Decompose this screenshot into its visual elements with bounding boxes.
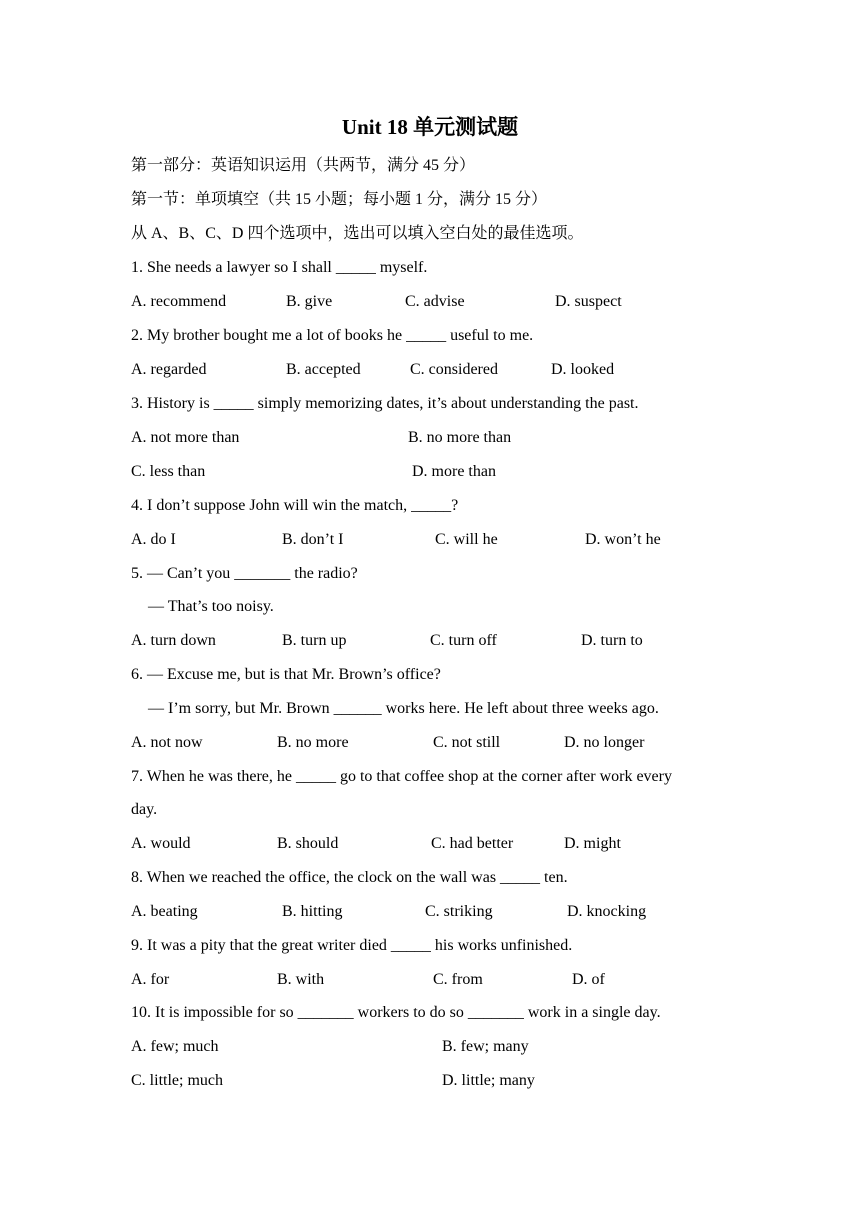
question-5-reply: — That’s too noisy. (148, 598, 274, 615)
question-2-option-c: C. considered (410, 361, 498, 378)
section-heading: 第一节：单项填空（共 15 小题；每小题 1 分，满分 15 分） (131, 191, 548, 208)
question-4-option-c: C. will he (435, 531, 498, 548)
question-6-option-d: D. no longer (564, 734, 645, 751)
question-6-reply: — I’m sorry, but Mr. Brown ______ works here. He left about three weeks ago. (148, 700, 659, 717)
question-8-option-c: C. striking (425, 903, 493, 920)
question-9-option-b: B. with (277, 971, 325, 988)
question-5-option-c: C. turn off (430, 632, 497, 649)
part-heading: 第一部分：英语知识运用（共两节，满分 45 分） (131, 157, 476, 174)
question-10-option-a: A. few; much (131, 1038, 219, 1055)
question-1-option-d: D. suspect (555, 293, 622, 310)
question-4-option-d: D. won’t he (585, 531, 661, 548)
question-8-text: 8. When we reached the office, the clock on the wall was _____ ten. (131, 869, 568, 886)
question-5-option-a: A. turn down (131, 632, 216, 649)
question-1-option-c: C. advise (405, 293, 465, 310)
question-10-option-b: B. few; many (442, 1038, 529, 1055)
question-3-option-c: C. less than (131, 463, 206, 480)
question-7-text-continued: day. (131, 801, 158, 818)
question-8-option-b: B. hitting (282, 903, 343, 920)
question-10-text: 10. It is impossible for so _______ workers to do so _______ work in a single day. (131, 1004, 661, 1021)
question-7-text: 7. When he was there, he _____ go to that coffee shop at the corner after work every (131, 768, 672, 785)
question-7-option-a: A. would (131, 835, 191, 852)
question-5-option-b: B. turn up (282, 632, 347, 649)
question-7-option-b: B. should (277, 835, 339, 852)
question-6-text: 6. — Excuse me, but is that Mr. Brown’s office? (131, 666, 441, 683)
question-2-option-b: B. accepted (286, 361, 361, 378)
question-3-option-a: A. not more than (131, 429, 240, 446)
question-9-option-d: D. of (572, 971, 605, 988)
question-8-option-a: A. beating (131, 903, 198, 920)
question-7-option-d: D. might (564, 835, 621, 852)
question-5-option-d: D. turn to (581, 632, 643, 649)
question-9-option-a: A. for (131, 971, 170, 988)
question-10-option-c: C. little; much (131, 1072, 223, 1089)
question-6-option-c: C. not still (433, 734, 501, 751)
question-1-text: 1. She needs a lawyer so I shall _____ myself. (131, 259, 428, 276)
question-4-text: 4. I don’t suppose John will win the match, _____? (131, 497, 459, 514)
question-3-option-b: B. no more than (408, 429, 512, 446)
question-10-option-d: D. little; many (442, 1072, 535, 1089)
question-4-option-a: A. do I (131, 531, 176, 548)
instruction-text: 从 A、B、C、D 四个选项中，选出可以填入空白处的最佳选项。 (131, 225, 584, 242)
question-8-option-d: D. knocking (567, 903, 647, 920)
question-2-option-a: A. regarded (131, 361, 207, 378)
question-7-option-c: C. had better (431, 835, 514, 852)
question-3-option-d: D. more than (412, 463, 496, 480)
question-4-option-b: B. don’t I (282, 531, 344, 548)
question-3-text: 3. History is _____ simply memorizing dates, it’s about understanding the past. (131, 395, 639, 412)
question-6-option-b: B. no more (277, 734, 349, 751)
page-title: Unit 18 单元测试题 (341, 115, 519, 139)
question-1-option-a: A. recommend (131, 293, 227, 310)
question-5-text: 5. — Can’t you _______ the radio? (131, 565, 358, 582)
question-2-text: 2. My brother bought me a lot of books he _____ useful to me. (131, 327, 534, 344)
question-9-text: 9. It was a pity that the great writer died _____ his works unfinished. (131, 937, 573, 954)
question-6-option-a: A. not now (131, 734, 203, 751)
question-9-option-c: C. from (433, 971, 483, 988)
question-2-option-d: D. looked (551, 361, 615, 378)
question-1-option-b: B. give (286, 293, 333, 310)
